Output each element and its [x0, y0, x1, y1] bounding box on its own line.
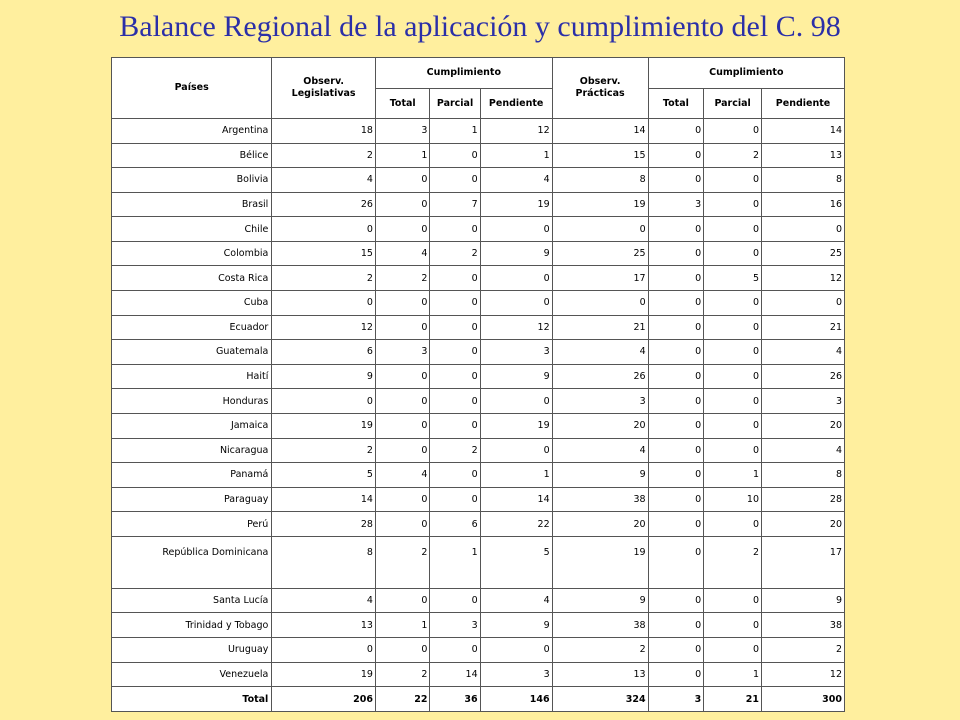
cell-pendiente-legislativo: 0	[480, 637, 552, 662]
table-row	[112, 463, 845, 488]
cell-pendiente-practico: 4	[762, 438, 845, 463]
cell-observ-legislativas: 13	[272, 613, 376, 638]
header-total-2: Total	[648, 89, 704, 119]
cell-observ-practicas: 26	[552, 364, 648, 389]
cell-total-legislativo: 0	[375, 438, 430, 463]
cell-parcial-practico: 10	[704, 487, 762, 512]
table-body	[112, 119, 845, 712]
cell-parcial-legislativo: 0	[430, 413, 480, 438]
cell-parcial-practico: 0	[704, 613, 762, 638]
cell-total-legislativo: 2	[375, 662, 430, 687]
cell-observ-practicas: 9	[552, 463, 648, 488]
cell-total-practico: 0	[648, 266, 704, 291]
cell-country: Uruguay	[112, 637, 272, 662]
cell-observ-legislativas: 2	[272, 438, 376, 463]
table-row	[112, 143, 845, 168]
cell-country: Haití	[112, 364, 272, 389]
cell-observ-practicas: 4	[552, 340, 648, 365]
cell-observ-practicas: 4	[552, 438, 648, 463]
cell-total-practico: 0	[648, 536, 704, 588]
cell-pendiente-legislativo: 146	[480, 687, 552, 712]
cell-observ-legislativas: 0	[272, 217, 376, 242]
cell-country: Santa Lucía	[112, 588, 272, 613]
cell-parcial-legislativo: 2	[430, 241, 480, 266]
cell-parcial-practico: 0	[704, 588, 762, 613]
table-row	[112, 512, 845, 537]
cell-country: Jamaica	[112, 413, 272, 438]
cell-parcial-legislativo: 0	[430, 266, 480, 291]
cell-pendiente-practico: 17	[762, 536, 845, 588]
cell-parcial-legislativo: 36	[430, 687, 480, 712]
cell-pendiente-practico: 8	[762, 168, 845, 193]
cell-parcial-practico: 1	[704, 662, 762, 687]
cell-parcial-practico: 0	[704, 438, 762, 463]
cell-parcial-practico: 0	[704, 192, 762, 217]
cell-pendiente-practico: 26	[762, 364, 845, 389]
cell-total-legislativo: 2	[375, 536, 430, 588]
cell-pendiente-legislativo: 1	[480, 463, 552, 488]
cell-pendiente-practico: 9	[762, 588, 845, 613]
cell-pendiente-legislativo: 22	[480, 512, 552, 537]
cell-total-legislativo: 0	[375, 192, 430, 217]
cell-pendiente-legislativo: 5	[480, 536, 552, 588]
cell-pendiente-legislativo: 4	[480, 168, 552, 193]
cell-pendiente-legislativo: 0	[480, 438, 552, 463]
cell-pendiente-legislativo: 1	[480, 143, 552, 168]
cell-observ-legislativas: 0	[272, 291, 376, 316]
header-parcial-1: Parcial	[430, 89, 480, 119]
cell-parcial-practico: 0	[704, 389, 762, 414]
cell-pendiente-practico: 38	[762, 613, 845, 638]
cell-total-practico: 3	[648, 192, 704, 217]
cell-pendiente-practico: 4	[762, 340, 845, 365]
cell-total-legislativo: 0	[375, 512, 430, 537]
cell-pendiente-legislativo: 14	[480, 487, 552, 512]
cell-parcial-practico: 0	[704, 119, 762, 144]
cell-country: Perú	[112, 512, 272, 537]
cell-parcial-legislativo: 14	[430, 662, 480, 687]
cell-parcial-legislativo: 0	[430, 389, 480, 414]
cell-total-practico: 0	[648, 291, 704, 316]
cell-total-legislativo: 22	[375, 687, 430, 712]
table-row	[112, 588, 845, 613]
cell-country: Argentina	[112, 119, 272, 144]
cell-total-practico: 0	[648, 438, 704, 463]
cell-parcial-legislativo: 1	[430, 119, 480, 144]
cell-pendiente-practico: 12	[762, 662, 845, 687]
header-pendiente-1: Pendiente	[480, 89, 552, 119]
cell-observ-legislativas: 5	[272, 463, 376, 488]
cell-total-practico: 0	[648, 168, 704, 193]
cell-pendiente-legislativo: 19	[480, 413, 552, 438]
cell-parcial-practico: 21	[704, 687, 762, 712]
cell-pendiente-practico: 13	[762, 143, 845, 168]
cell-total-legislativo: 0	[375, 637, 430, 662]
cell-observ-legislativas: 26	[272, 192, 376, 217]
cell-pendiente-legislativo: 0	[480, 217, 552, 242]
table-row	[112, 291, 845, 316]
cell-pendiente-practico: 2	[762, 637, 845, 662]
cell-observ-legislativas: 4	[272, 168, 376, 193]
cell-observ-practicas: 3	[552, 389, 648, 414]
cell-parcial-practico: 0	[704, 315, 762, 340]
cell-observ-practicas: 19	[552, 192, 648, 217]
cell-observ-practicas: 21	[552, 315, 648, 340]
cell-observ-practicas: 9	[552, 588, 648, 613]
cell-country: Cuba	[112, 291, 272, 316]
cell-country: Bélice	[112, 143, 272, 168]
cell-parcial-legislativo: 6	[430, 512, 480, 537]
cell-pendiente-practico: 20	[762, 512, 845, 537]
cell-parcial-legislativo: 2	[430, 438, 480, 463]
cell-observ-legislativas: 15	[272, 241, 376, 266]
cell-observ-legislativas: 12	[272, 315, 376, 340]
cell-total-legislativo: 4	[375, 241, 430, 266]
cell-country: Colombia	[112, 241, 272, 266]
cell-total-legislativo: 0	[375, 588, 430, 613]
cell-country: Paraguay	[112, 487, 272, 512]
cell-country: República Dominicana	[112, 536, 272, 588]
cell-pendiente-practico: 28	[762, 487, 845, 512]
cell-total-legislativo: 0	[375, 389, 430, 414]
header-paises: Países	[112, 58, 272, 119]
cell-pendiente-practico: 12	[762, 266, 845, 291]
table-row	[112, 662, 845, 687]
table-row	[112, 487, 845, 512]
cell-pendiente-legislativo: 0	[480, 266, 552, 291]
cell-parcial-legislativo: 0	[430, 143, 480, 168]
table-row	[112, 413, 845, 438]
cell-observ-practicas: 8	[552, 168, 648, 193]
cell-observ-practicas: 324	[552, 687, 648, 712]
total-row	[112, 687, 845, 712]
cell-total-practico: 0	[648, 588, 704, 613]
cell-observ-legislativas: 14	[272, 487, 376, 512]
cell-country: Venezuela	[112, 662, 272, 687]
cell-total-practico: 0	[648, 512, 704, 537]
cell-total-legislativo: 0	[375, 217, 430, 242]
cell-total-practico: 0	[648, 487, 704, 512]
cell-total-legislativo: 0	[375, 364, 430, 389]
cell-parcial-legislativo: 0	[430, 637, 480, 662]
cell-pendiente-practico: 8	[762, 463, 845, 488]
cell-observ-practicas: 14	[552, 119, 648, 144]
cell-total-practico: 0	[648, 217, 704, 242]
cell-parcial-legislativo: 0	[430, 340, 480, 365]
table-row	[112, 192, 845, 217]
cell-observ-legislativas: 8	[272, 536, 376, 588]
cell-total-practico: 0	[648, 315, 704, 340]
table-row	[112, 315, 845, 340]
header-parcial-2: Parcial	[704, 89, 762, 119]
table-row	[112, 168, 845, 193]
cell-parcial-legislativo: 1	[430, 536, 480, 588]
cell-pendiente-legislativo: 4	[480, 588, 552, 613]
cell-total-practico: 0	[648, 241, 704, 266]
cell-observ-legislativas: 2	[272, 266, 376, 291]
cell-observ-legislativas: 19	[272, 413, 376, 438]
cell-country: Bolivia	[112, 168, 272, 193]
cell-total-practico: 0	[648, 119, 704, 144]
balance-table	[111, 57, 845, 712]
cell-observ-legislativas: 28	[272, 512, 376, 537]
cell-observ-practicas: 20	[552, 512, 648, 537]
table-row	[112, 364, 845, 389]
cell-country: Trinidad y Tobago	[112, 613, 272, 638]
cell-country: Total	[112, 687, 272, 712]
cell-total-legislativo: 0	[375, 487, 430, 512]
cell-total-practico: 0	[648, 662, 704, 687]
cell-parcial-legislativo: 0	[430, 364, 480, 389]
cell-parcial-legislativo: 7	[430, 192, 480, 217]
cell-pendiente-practico: 25	[762, 241, 845, 266]
cell-pendiente-practico: 16	[762, 192, 845, 217]
cell-parcial-practico: 0	[704, 637, 762, 662]
cell-pendiente-legislativo: 9	[480, 241, 552, 266]
cell-country: Chile	[112, 217, 272, 242]
cell-total-legislativo: 0	[375, 315, 430, 340]
cell-total-practico: 3	[648, 687, 704, 712]
cell-parcial-legislativo: 3	[430, 613, 480, 638]
cell-total-legislativo: 1	[375, 143, 430, 168]
cell-total-legislativo: 2	[375, 266, 430, 291]
cell-pendiente-legislativo: 12	[480, 315, 552, 340]
cell-total-legislativo: 0	[375, 291, 430, 316]
cell-country: Honduras	[112, 389, 272, 414]
cell-total-practico: 0	[648, 637, 704, 662]
cell-observ-legislativas: 2	[272, 143, 376, 168]
cell-total-legislativo: 1	[375, 613, 430, 638]
cell-observ-practicas: 0	[552, 291, 648, 316]
cell-parcial-practico: 2	[704, 536, 762, 588]
table-row	[112, 613, 845, 638]
header-pendiente-2: Pendiente	[762, 89, 845, 119]
cell-country: Panamá	[112, 463, 272, 488]
cell-observ-practicas: 2	[552, 637, 648, 662]
cell-total-legislativo: 0	[375, 413, 430, 438]
cell-parcial-legislativo: 0	[430, 217, 480, 242]
cell-pendiente-legislativo: 19	[480, 192, 552, 217]
balance-table-container	[111, 57, 845, 712]
header-cumplimiento-legislativo: Cumplimiento	[375, 58, 552, 89]
cell-observ-legislativas: 4	[272, 588, 376, 613]
table-row	[112, 217, 845, 242]
cell-observ-legislativas: 206	[272, 687, 376, 712]
cell-total-practico: 0	[648, 364, 704, 389]
cell-country: Costa Rica	[112, 266, 272, 291]
cell-total-legislativo: 0	[375, 168, 430, 193]
cell-total-legislativo: 3	[375, 119, 430, 144]
cell-parcial-practico: 1	[704, 463, 762, 488]
cell-parcial-practico: 5	[704, 266, 762, 291]
cell-parcial-practico: 0	[704, 168, 762, 193]
cell-total-legislativo: 4	[375, 463, 430, 488]
cell-total-legislativo: 3	[375, 340, 430, 365]
table-row	[112, 536, 845, 588]
cell-parcial-practico: 0	[704, 340, 762, 365]
cell-country: Brasil	[112, 192, 272, 217]
cell-observ-legislativas: 18	[272, 119, 376, 144]
cell-observ-practicas: 0	[552, 217, 648, 242]
cell-parcial-legislativo: 0	[430, 487, 480, 512]
cell-pendiente-legislativo: 3	[480, 662, 552, 687]
cell-parcial-legislativo: 0	[430, 463, 480, 488]
table-row	[112, 438, 845, 463]
header-cumplimiento-practico: Cumplimiento	[648, 58, 844, 89]
cell-country: Nicaragua	[112, 438, 272, 463]
cell-observ-practicas: 19	[552, 536, 648, 588]
cell-pendiente-legislativo: 3	[480, 340, 552, 365]
cell-parcial-practico: 0	[704, 217, 762, 242]
header-total-1: Total	[375, 89, 430, 119]
cell-total-practico: 0	[648, 613, 704, 638]
cell-observ-practicas: 38	[552, 487, 648, 512]
cell-parcial-legislativo: 0	[430, 168, 480, 193]
cell-observ-practicas: 38	[552, 613, 648, 638]
table-row	[112, 637, 845, 662]
cell-observ-legislativas: 0	[272, 389, 376, 414]
cell-pendiente-legislativo: 9	[480, 364, 552, 389]
cell-pendiente-legislativo: 12	[480, 119, 552, 144]
cell-observ-legislativas: 9	[272, 364, 376, 389]
cell-pendiente-practico: 0	[762, 291, 845, 316]
cell-total-practico: 0	[648, 143, 704, 168]
cell-observ-practicas: 17	[552, 266, 648, 291]
cell-parcial-practico: 0	[704, 291, 762, 316]
cell-parcial-practico: 0	[704, 512, 762, 537]
cell-total-practico: 0	[648, 389, 704, 414]
cell-parcial-legislativo: 0	[430, 291, 480, 316]
cell-observ-practicas: 20	[552, 413, 648, 438]
cell-pendiente-practico: 3	[762, 389, 845, 414]
table-row	[112, 266, 845, 291]
cell-observ-legislativas: 0	[272, 637, 376, 662]
cell-parcial-practico: 0	[704, 241, 762, 266]
cell-parcial-practico: 0	[704, 364, 762, 389]
cell-pendiente-legislativo: 9	[480, 613, 552, 638]
cell-pendiente-legislativo: 0	[480, 389, 552, 414]
cell-parcial-practico: 2	[704, 143, 762, 168]
cell-observ-practicas: 15	[552, 143, 648, 168]
cell-pendiente-practico: 21	[762, 315, 845, 340]
cell-parcial-practico: 0	[704, 413, 762, 438]
cell-total-practico: 0	[648, 413, 704, 438]
cell-observ-practicas: 25	[552, 241, 648, 266]
table-row	[112, 340, 845, 365]
cell-observ-legislativas: 6	[272, 340, 376, 365]
table-row	[112, 241, 845, 266]
cell-observ-legislativas: 19	[272, 662, 376, 687]
cell-parcial-legislativo: 0	[430, 588, 480, 613]
header-observ-practicas: Observ. Prácticas	[552, 58, 648, 119]
cell-pendiente-practico: 300	[762, 687, 845, 712]
cell-pendiente-practico: 20	[762, 413, 845, 438]
cell-country: Ecuador	[112, 315, 272, 340]
cell-country: Guatemala	[112, 340, 272, 365]
cell-observ-practicas: 13	[552, 662, 648, 687]
header-observ-legislativas: Observ. Legislativas	[272, 58, 376, 119]
cell-total-practico: 0	[648, 463, 704, 488]
page-title: Balance Regional de la aplicación y cumplimiento del C. 98	[119, 10, 841, 43]
cell-pendiente-legislativo: 0	[480, 291, 552, 316]
cell-total-practico: 0	[648, 340, 704, 365]
table-row	[112, 389, 845, 414]
cell-pendiente-practico: 14	[762, 119, 845, 144]
cell-parcial-legislativo: 0	[430, 315, 480, 340]
cell-pendiente-practico: 0	[762, 217, 845, 242]
table-row	[112, 119, 845, 144]
